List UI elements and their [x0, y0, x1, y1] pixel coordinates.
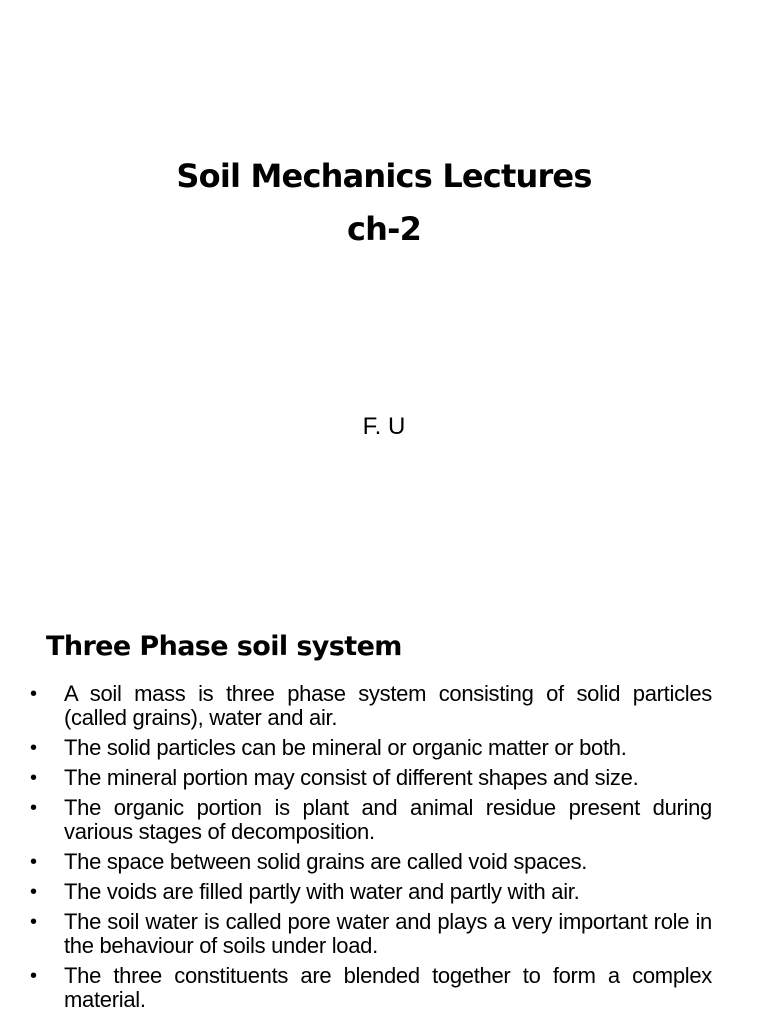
- bullet-dot-icon: •: [30, 965, 37, 987]
- bullet-item: [30, 910, 712, 958]
- slide-subtitle-author: F. U: [362, 413, 406, 440]
- bullet-item: [30, 766, 712, 790]
- slide-title-line-2: ch-2: [346, 210, 422, 248]
- bullet-item: [30, 850, 712, 874]
- section-heading: Three Phase soil system: [46, 631, 402, 662]
- bullet-list: [30, 682, 712, 1018]
- bullet-text: The three constituents are blended together to form a complex material.: [64, 963, 712, 1012]
- bullet-dot-icon: •: [30, 911, 37, 933]
- bullet-text: The organic portion is plant and animal residue present during various stages of decomposition.: [64, 795, 712, 844]
- bullet-dot-icon: •: [30, 851, 37, 873]
- bullet-item: [30, 880, 712, 904]
- bullet-dot-icon: •: [30, 767, 37, 789]
- bullet-dot-icon: •: [30, 881, 37, 903]
- bullet-text: The space between solid grains are called void spaces.: [64, 849, 588, 874]
- bullet-item: [30, 796, 712, 844]
- bullet-item: [30, 964, 712, 1012]
- bullet-dot-icon: •: [30, 737, 37, 759]
- slide-title: [0, 150, 768, 256]
- bullet-text: A soil mass is three phase system consisting of solid particles (called grains), water and air.: [64, 681, 712, 730]
- bullet-item: [30, 682, 712, 730]
- bullet-dot-icon: •: [30, 797, 37, 819]
- bullet-text: The voids are filled partly with water and partly with air.: [64, 879, 580, 904]
- bullet-text: The soil water is called pore water and plays a very important role in the behaviour of soils under load.: [64, 909, 712, 958]
- bullet-item: [30, 736, 712, 760]
- bullet-text: The mineral portion may consist of different shapes and size.: [64, 765, 639, 790]
- slide-title-line-1: Soil Mechanics Lectures: [176, 157, 592, 195]
- bullet-text: The solid particles can be mineral or organic matter or both.: [64, 735, 627, 760]
- content-slide: [0, 576, 768, 1024]
- bullet-dot-icon: •: [30, 683, 37, 705]
